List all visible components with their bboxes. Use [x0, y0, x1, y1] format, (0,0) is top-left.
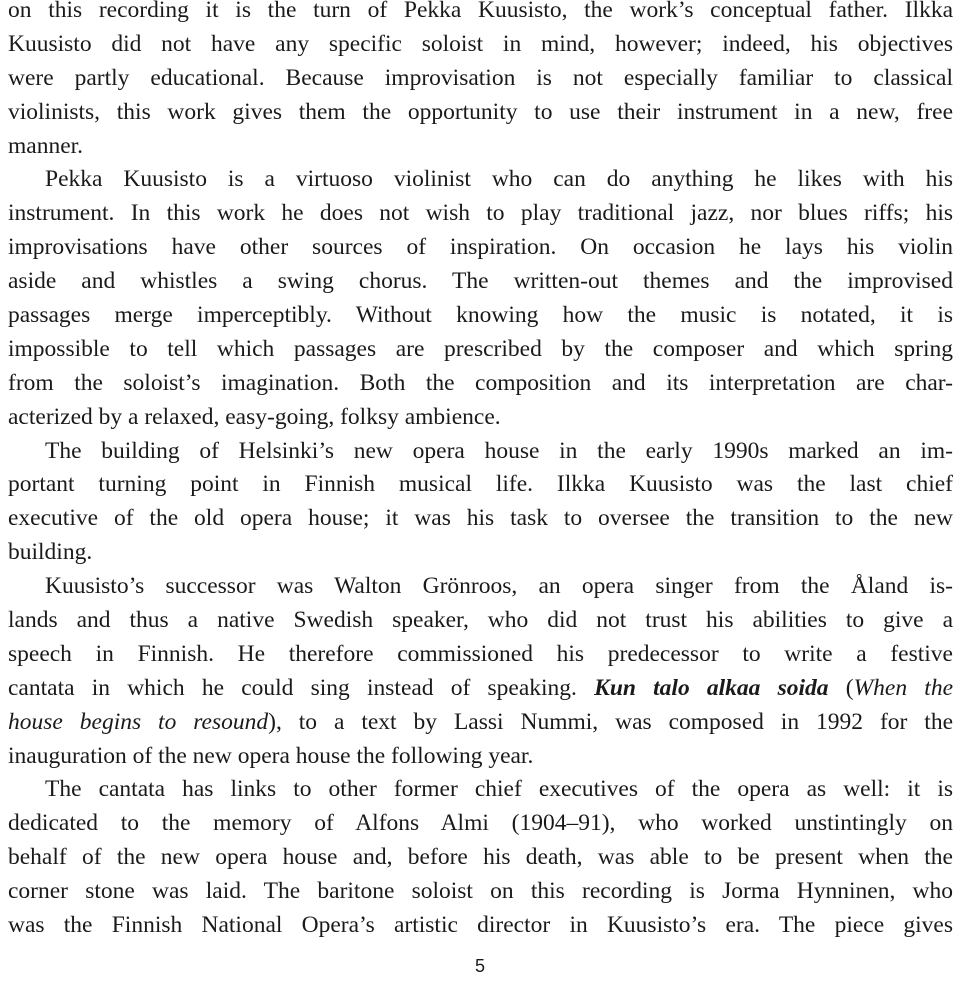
text-line: [8, 672, 953, 706]
text-line: portant turning point in Finnish musical life. Ilkka Kuusisto was the last chief: [8, 471, 953, 498]
text-line: Pekka Kuusisto is a virtuoso violinist who can do anything he likes with his: [45, 166, 953, 193]
text-line: improvisations have other sources of inspiration. On occasion he lays his violin: [8, 234, 953, 261]
work-title: Kun talo alkaa soida: [594, 674, 829, 701]
text-line: inauguration of the new opera house the following year.: [8, 742, 534, 769]
text-line: violinists, this work gives them the opportunity to use their instrument in a new, free: [8, 98, 953, 125]
text-line: lands and thus a native Swedish speaker, who did not trust his abilities to give a: [8, 607, 953, 634]
text-line: instrument. In this work he does not wish to play traditional jazz, nor blues riffs; his: [8, 200, 953, 227]
title-translation: When the: [853, 674, 953, 701]
text-line: [8, 706, 953, 740]
text-line: aside and whistles a swing chorus. The written-out themes and the improvised: [8, 268, 953, 295]
paragraph-5: [8, 773, 953, 942]
paragraph-2: [8, 163, 953, 434]
text-line: Kuusisto did not have any specific soloist in mind, however; indeed, his objectives: [8, 30, 953, 57]
text-line: dedicated to the memory of Alfons Almi (1904–91), who worked unstintingly on: [8, 810, 953, 837]
text-line: The cantata has links to other former chief executives of the opera as well: it is: [45, 776, 953, 803]
text-line: passages merge imperceptibly. Without knowing how the music is notated, it is: [8, 302, 953, 329]
text-line: corner stone was laid. The baritone soloist on this recording is Jorma Hynninen, who: [8, 878, 953, 905]
paragraph-3: [8, 435, 953, 571]
page-number: 5: [474, 956, 485, 976]
text-line: executive of the old opera house; it was his task to oversee the transition to the new: [8, 505, 953, 532]
text-line: on this recording it is the turn of Pekka Kuusisto, the work’s conceptual father. Ilkka: [8, 0, 953, 23]
text-line: from the soloist’s imagination. Both the composition and its interpretation are char-: [8, 369, 953, 396]
title-translation: house begins to resound: [8, 708, 269, 735]
paragraph-1: [8, 0, 953, 163]
text-line: were partly educational. Because improvisation is not especially familiar to classical: [8, 64, 953, 91]
text-line: building.: [8, 539, 93, 566]
text-run: (: [828, 674, 854, 701]
text-line: Kuusisto’s successor was Walton Grönroos, an opera singer from the Åland is-: [45, 573, 953, 600]
text-run: cantata in which he could sing instead of speaking.: [8, 674, 595, 701]
paragraph-4: [8, 570, 953, 773]
text-line: was the Finnish National Opera’s artistic director in Kuusisto’s era. The piece gives: [8, 912, 953, 939]
text-line: behalf of the new opera house and, before his death, was able to be present when the: [8, 844, 953, 871]
text-line: manner.: [8, 132, 84, 159]
text-line: speech in Finnish. He therefore commissioned his predecessor to write a festive: [8, 640, 953, 667]
text-line: acterized by a relaxed, easy-going, folksy ambience.: [8, 403, 501, 430]
text-run: ), to a text by Lassi Nummi, was composed in 1992 for the: [268, 708, 953, 735]
text-line: impossible to tell which passages are prescribed by the composer and which spring: [8, 335, 953, 362]
text-line: The building of Helsinki’s new opera house in the early 1990s marked an im-: [45, 437, 953, 464]
